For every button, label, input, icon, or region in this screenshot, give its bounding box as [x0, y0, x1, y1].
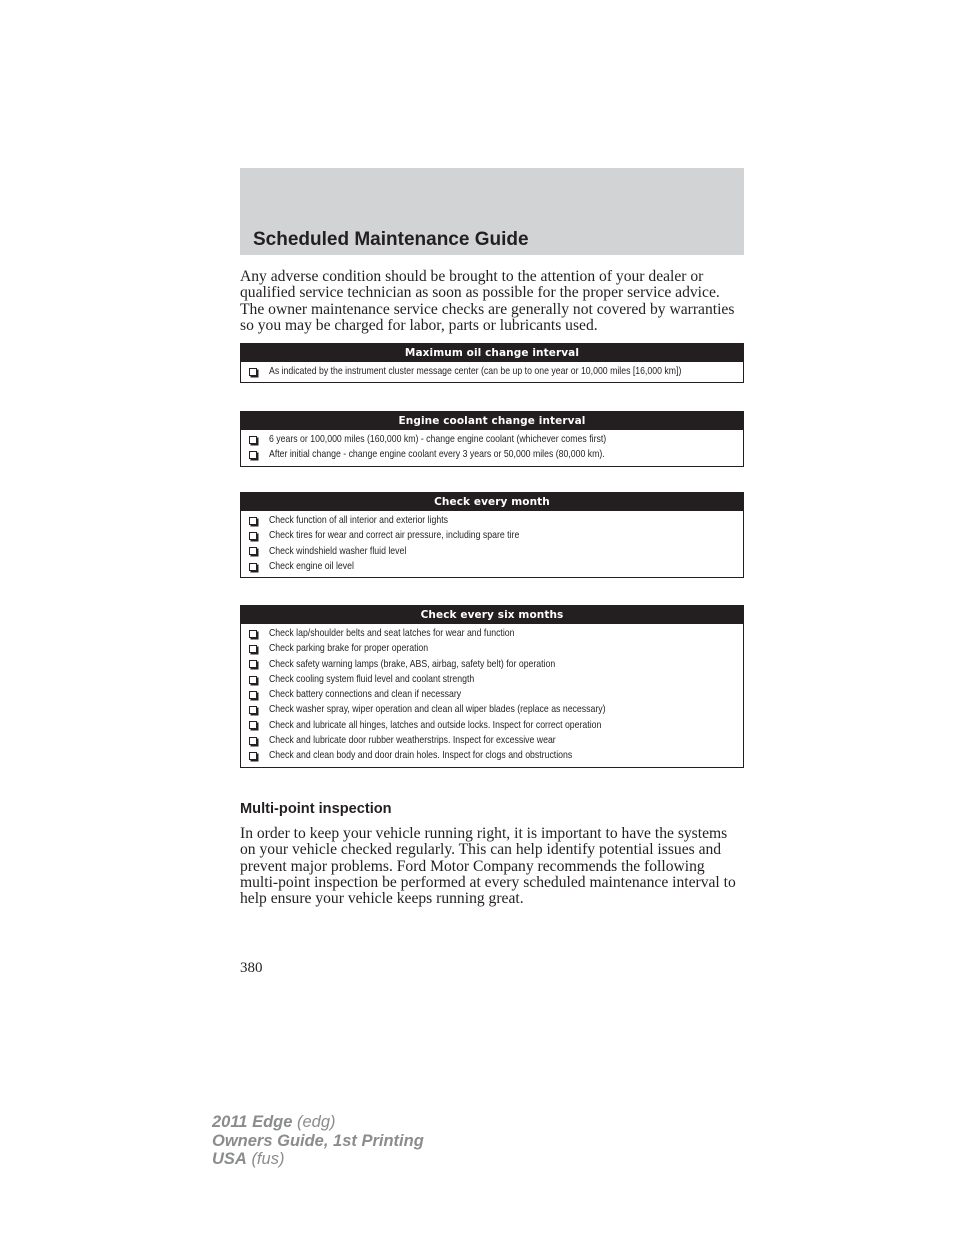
checkbox-icon: [249, 563, 257, 571]
checkbox-icon: [249, 737, 257, 745]
checkbox-icon: [249, 645, 257, 653]
table-heading: Check every month: [241, 493, 743, 511]
multipoint-inspection-paragraph: In order to keep your vehicle running right, it is important to have the systems on your vehicle checked regularly. This can help identify potential issues and prevent major problems. Ford Motor Company recommends the following multi-point inspection be performed at every scheduled maintenance interval to help ensure your vehicle keeps running great.: [240, 825, 736, 908]
multipoint-inspection-heading: Multi-point inspection: [240, 801, 392, 817]
checkbox-icon: [249, 547, 257, 555]
page-number: 380: [240, 960, 263, 976]
checklist-item: Check cooling system fluid level and coolant strength: [249, 672, 743, 687]
checkbox-icon: [249, 532, 257, 540]
checkbox-icon: [249, 660, 257, 668]
section-header-band: [240, 168, 744, 255]
checklist-item: Check engine oil level: [249, 559, 743, 574]
document-footer: [212, 1113, 424, 1169]
checklist-item: Check lap/shoulder belts and seat latches for wear and function: [249, 626, 743, 641]
six-month-check-table: [240, 605, 744, 768]
table-heading: Maximum oil change interval: [241, 344, 743, 362]
checklist-item: After initial change - change engine coolant every 3 years or 50,000 miles (80,000 km).: [249, 447, 743, 462]
checkbox-icon: [249, 630, 257, 638]
checklist-item: Check parking brake for proper operation: [249, 641, 743, 656]
footer-line-market: USA (fus): [212, 1150, 285, 1169]
checklist-item: Check safety warning lamps (brake, ABS, airbag, safety belt) for operation: [249, 657, 743, 672]
checklist-item: Check and lubricate all hinges, latches and outside locks. Inspect for correct operation: [249, 718, 743, 733]
checklist-item: As indicated by the instrument cluster message center (can be up to one year or 10,000 miles [16,000 km]): [249, 364, 743, 379]
footer-line-model: 2011 Edge (edg): [212, 1113, 336, 1131]
checkbox-icon: [249, 752, 257, 760]
checklist-item: Check tires for wear and correct air pressure, including spare tire: [249, 528, 743, 543]
table-heading: Engine coolant change interval: [241, 412, 743, 430]
page-title: Scheduled Maintenance Guide: [253, 229, 529, 250]
checkbox-icon: [249, 368, 257, 376]
checklist-item: Check and lubricate door rubber weatherstrips. Inspect for excessive wear: [249, 733, 743, 748]
table-heading: Check every six months: [241, 606, 743, 624]
footer-line-guide: Owners Guide, 1st Printing: [212, 1131, 424, 1150]
checkbox-icon: [249, 721, 257, 729]
checklist-item: Check washer spray, wiper operation and clean all wiper blades (replace as necessary): [249, 702, 743, 717]
checkbox-icon: [249, 436, 257, 444]
checkbox-icon: [249, 451, 257, 459]
checkbox-icon: [249, 517, 257, 525]
checklist-item: Check windshield washer fluid level: [249, 544, 743, 559]
oil-change-interval-table: [240, 343, 744, 383]
checklist-item: Check battery connections and clean if necessary: [249, 687, 743, 702]
checklist-item: 6 years or 100,000 miles (160,000 km) - change engine coolant (whichever comes first): [249, 432, 743, 447]
intro-paragraph: Any adverse condition should be brought to the attention of your dealer or qualified service technician as soon as possible for the proper service advice. The owner maintenance service checks are generally not covered by warranties so you may be charged for labor, parts or lubricants used.: [240, 268, 735, 334]
checkbox-icon: [249, 706, 257, 714]
checkbox-icon: [249, 676, 257, 684]
checklist-item: Check and clean body and door drain holes. Inspect for clogs and obstructions: [249, 748, 743, 763]
checkbox-icon: [249, 691, 257, 699]
checklist-item: Check function of all interior and exterior lights: [249, 513, 743, 528]
monthly-check-table: [240, 492, 744, 578]
coolant-change-interval-table: [240, 411, 744, 467]
